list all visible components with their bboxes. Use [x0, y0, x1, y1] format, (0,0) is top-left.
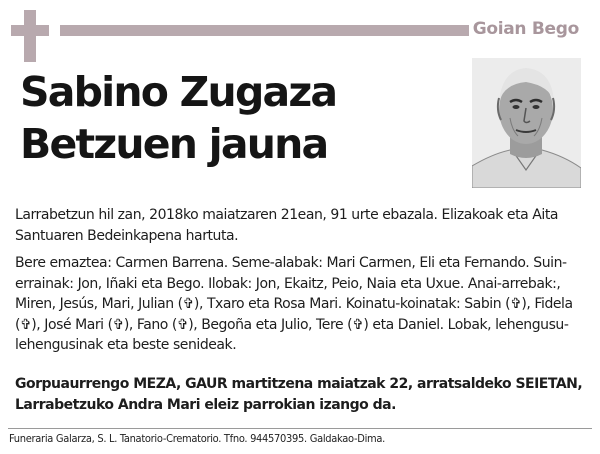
footer-rule [8, 428, 592, 429]
funeral-paragraph: Gorpuaurrengo MEZA, GAUR martitzena maiatzak 22, arratsaldeko SEIETAN, Larrabetzuko Andra Mari eleiz parrokian izango da. [15, 376, 583, 413]
family-paragraph: Bere emaztea: Carmen Barrena. Seme-alabak: Mari Carmen, Eli eta Fernando. Suin-errainak: Jon, Iñaki eta Bego. Ilobak: Jon, Ekaitz, Peio, Naia eta Uxue. Anai-arrebak:, Miren, Jesús, Mari, Julian (✞), Txaro eta Rosa Mari. Koinatu-koinatak: Sabin (✞), Fidela (✞), José Mari (✞), Fano (✞), Begoña eta Julio, Tere (✞) eta Daniel. Lobak, lehengusu-lehengusinak eta beste senideak. [15, 255, 573, 354]
name-line-2: Betzuen jauna [20, 120, 328, 168]
header-rule [60, 25, 469, 36]
name-line-1: Sabino Zugaza [20, 68, 337, 116]
brand-label: Goian Bego [472, 19, 579, 39]
death-notice-paragraph: Larrabetzun hil zan, 2018ko maiatzaren 21ean, 91 urte ebazala. Elizakoak eta Aita Santuaren Bedeinkapena hartuta. [15, 207, 558, 244]
portrait-photo [472, 58, 581, 188]
cross-icon [11, 10, 49, 62]
deceased-name [20, 66, 440, 170]
funeral-home-footer: Funeraria Galarza, S. L. Tanatorio-Crematorio. Tfno. 944570395. Galdakao-Dima. [9, 432, 385, 445]
